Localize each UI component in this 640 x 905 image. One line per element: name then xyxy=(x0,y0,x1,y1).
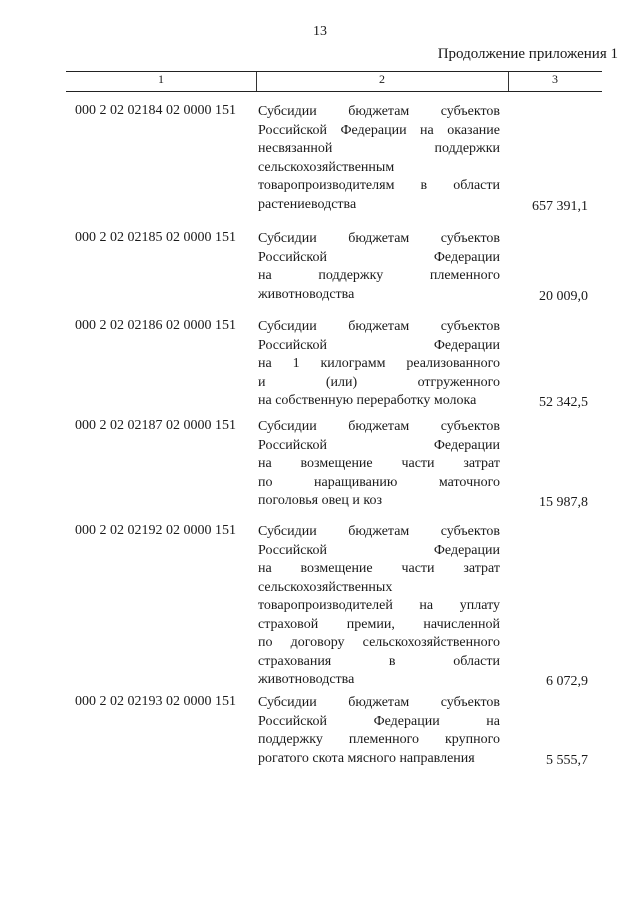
description-line: Субсидии бюджетам субъектов xyxy=(258,524,500,539)
description-line: поголовья овец и коз xyxy=(258,493,382,508)
column-header-2: 2 xyxy=(379,72,385,86)
document-subtitle: Продолжение приложения 1 xyxy=(437,46,618,62)
amount-value: 6 072,9 xyxy=(546,674,588,689)
description-line: несвязанной поддержки xyxy=(258,141,500,156)
description-line: сельскохозяйственным xyxy=(258,159,395,175)
subsidy-description xyxy=(258,230,500,304)
description-line: Российской Федерации xyxy=(258,337,500,353)
subsidy-description xyxy=(258,694,500,768)
description-line: на поддержку племенного xyxy=(258,268,500,283)
subsidy-description xyxy=(258,418,500,511)
description-line: на возмещение части затрат xyxy=(258,456,500,471)
description-line: Субсидии бюджетам субъектов xyxy=(258,319,500,334)
subsidy-description xyxy=(258,523,500,690)
budget-code: 000 2 02 02184 02 0000 151 xyxy=(75,103,236,118)
amount-value: 657 391,1 xyxy=(532,198,588,214)
description-line: товаропроизводителей на уплату xyxy=(258,598,500,613)
description-line: на 1 килограмм реализованного xyxy=(258,356,500,371)
description-line: поддержку племенного крупного xyxy=(258,732,500,747)
description-line: товаропроизводителям в области xyxy=(258,178,500,193)
description-line: растениеводства xyxy=(258,196,357,212)
description-line: Российской Федерации xyxy=(258,249,500,265)
description-line: на собственную переработку молока xyxy=(258,393,477,408)
header-bottom-rule xyxy=(66,91,602,92)
budget-code: 000 2 02 02193 02 0000 151 xyxy=(75,694,236,709)
description-line: по наращиванию маточного xyxy=(258,474,500,490)
budget-code: 000 2 02 02185 02 0000 151 xyxy=(75,230,236,245)
budget-code: 000 2 02 02192 02 0000 151 xyxy=(75,523,236,538)
description-line: животноводства xyxy=(258,672,355,687)
budget-code: 000 2 02 02187 02 0000 151 xyxy=(75,418,236,433)
amount-value: 5 555,7 xyxy=(546,752,588,768)
column-header-1: 1 xyxy=(158,72,164,86)
description-line: сельскохозяйственных xyxy=(258,579,393,595)
description-line: на возмещение части затрат xyxy=(258,561,500,576)
column-header-3: 3 xyxy=(552,72,558,86)
subsidy-description xyxy=(258,103,500,214)
description-line: Российской Федерации xyxy=(258,437,500,453)
description-line: страхования в области xyxy=(258,653,500,669)
description-line: животноводства xyxy=(258,286,355,302)
description-line: Субсидии бюджетам субъектов xyxy=(258,104,500,119)
description-line: Субсидии бюджетам субъектов xyxy=(258,419,500,434)
description-line: Субсидии бюджетам субъектов xyxy=(258,231,500,246)
amount-value: 15 987,8 xyxy=(539,495,588,510)
description-line: страховой премии, начисленной xyxy=(258,616,500,632)
budget-code: 000 2 02 02186 02 0000 151 xyxy=(75,318,236,333)
description-line: рогатого скота мясного направления xyxy=(258,750,475,766)
amount-value: 20 009,0 xyxy=(539,288,588,304)
description-line: Российской Федерации на оказание xyxy=(258,122,500,138)
description-line: Субсидии бюджетам субъектов xyxy=(258,695,500,710)
subsidy-description xyxy=(258,318,500,411)
description-line: Российской Федерации xyxy=(258,542,500,558)
description-line: по договору сельскохозяйственного xyxy=(258,635,500,650)
page-number: 13 xyxy=(313,24,327,39)
description-line: Российской Федерации на xyxy=(258,713,500,729)
amount-value: 52 342,5 xyxy=(539,395,588,410)
description-line: и (или) отгруженного xyxy=(258,374,500,390)
